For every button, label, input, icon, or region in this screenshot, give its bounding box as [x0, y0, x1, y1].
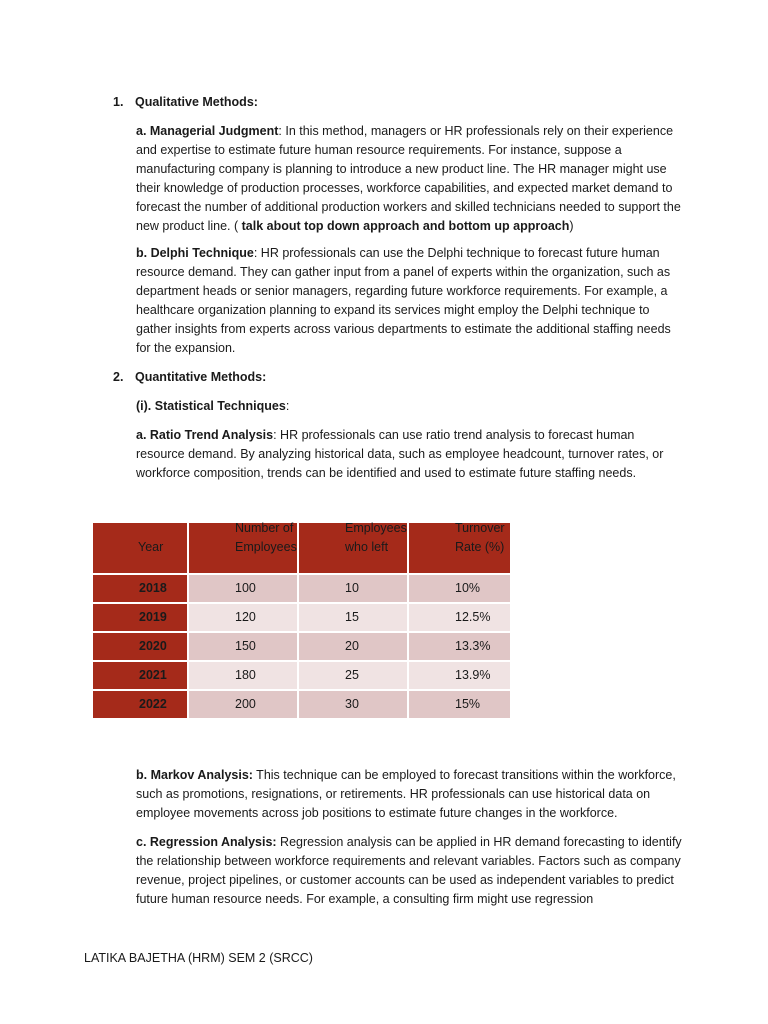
term-label: a. Managerial Judgment: [136, 124, 279, 138]
term-label: (i). Statistical Techniques: [136, 399, 286, 413]
cell-left: 30: [298, 690, 408, 719]
page-footer: LATIKA BAJETHA (HRM) SEM 2 (SRCC): [84, 951, 313, 965]
header-turnover-rate: [408, 522, 511, 574]
paragraph-text: ): [569, 219, 574, 233]
cell-rate: 12.5%: [408, 603, 511, 632]
header-employees: [188, 522, 298, 574]
term-label: b. Delphi Technique: [136, 246, 254, 260]
table-row: [92, 690, 511, 719]
cell-left: 25: [298, 661, 408, 690]
paragraph-delphi-technique: [136, 244, 684, 358]
paragraph-text: : HR professionals can use ratio trend analysis to forecast human resource demand. By analyzing historical data, such as employee headcount, turnover rates, or workforce composition, trends can be identified and used to estimate future staffing needs.: [136, 428, 664, 480]
section-title: Qualitative Methods:: [135, 95, 258, 109]
cell-rate: 13.9%: [408, 661, 511, 690]
header-text: Rate (%): [455, 540, 505, 554]
section-heading-qualitative: [113, 93, 258, 112]
cell-employees: 120: [188, 603, 298, 632]
header-text: Employees: [345, 521, 407, 535]
section-heading-quantitative: [113, 368, 266, 387]
note-text: talk about top down approach and bottom up approach: [238, 219, 570, 233]
cell-employees: 200: [188, 690, 298, 719]
cell-year: 2022: [92, 690, 188, 719]
table-row: [92, 603, 511, 632]
table-row: [92, 661, 511, 690]
cell-employees: 100: [188, 574, 298, 603]
section-title: Quantitative Methods:: [135, 370, 267, 384]
cell-rate: 15%: [408, 690, 511, 719]
header-text: Number of: [235, 521, 294, 535]
cell-left: 20: [298, 632, 408, 661]
paragraph-text: Regression analysis can be applied in HR demand forecasting to identify the relationship between workforce requirements and relevant variables. Factors such as company revenue, project pipelines, or customer accounts can be used as independent variables to predict future human resource needs. For example, a consulting firm might use regression: [136, 835, 682, 906]
cell-left: 10: [298, 574, 408, 603]
header-employees-left: [298, 522, 408, 574]
cell-year: 2020: [92, 632, 188, 661]
cell-rate: 13.3%: [408, 632, 511, 661]
cell-year: 2018: [92, 574, 188, 603]
header-text: Employees: [235, 540, 297, 554]
term-label: b. Markov Analysis:: [136, 768, 253, 782]
paragraph-ratio-trend: [136, 426, 684, 483]
cell-left: 15: [298, 603, 408, 632]
cell-employees: 150: [188, 632, 298, 661]
header-year: [92, 522, 188, 574]
header-text: Year: [138, 540, 164, 554]
table-row: [92, 574, 511, 603]
paragraph-text: This technique can be employed to forecast transitions within the workforce, such as promotions, resignations, or retirements. HR professionals can use historical data on employee movements across job positions to estimate future changes in the workforce.: [136, 768, 676, 820]
section-number: 1.: [113, 95, 124, 109]
paragraph-text: : HR professionals can use the Delphi technique to forecast future human resource demand. They can gather input from a panel of experts within the organization, such as department heads or senior managers, regarding future workforce requirements. For example, a healthcare organization planning to expand its services might employ the Delphi technique to gather insights from experts across various departments to estimate the additional staffing needs for the expansion.: [136, 246, 671, 355]
table-row: [92, 632, 511, 661]
turnover-table: [91, 521, 512, 720]
paragraph-text: :: [285, 399, 290, 413]
cell-rate: 10%: [408, 574, 511, 603]
term-label: c. Regression Analysis:: [136, 835, 277, 849]
header-text: Turnover: [455, 521, 505, 535]
table-header-row: [92, 522, 511, 574]
paragraph-regression-analysis: [136, 833, 684, 909]
subheading-statistical-techniques: [136, 397, 684, 416]
paragraph-managerial-judgment: [136, 122, 684, 236]
cell-year: 2019: [92, 603, 188, 632]
term-label: a. Ratio Trend Analysis: [136, 428, 274, 442]
header-text: who left: [345, 540, 389, 554]
cell-year: 2021: [92, 661, 188, 690]
paragraph-text: : In this method, managers or HR professionals rely on their experience and expertise to estimate future human resource requirements. For instance, suppose a manufacturing company is planning to introduce a new product line. The HR manager might use their knowledge of production processes, workforce capabilities, and expected market demand to forecast the number of additional production workers and skilled technicians needed to support the new product line. (: [136, 124, 681, 233]
section-number: 2.: [113, 370, 124, 384]
paragraph-markov-analysis: [136, 766, 684, 823]
cell-employees: 180: [188, 661, 298, 690]
